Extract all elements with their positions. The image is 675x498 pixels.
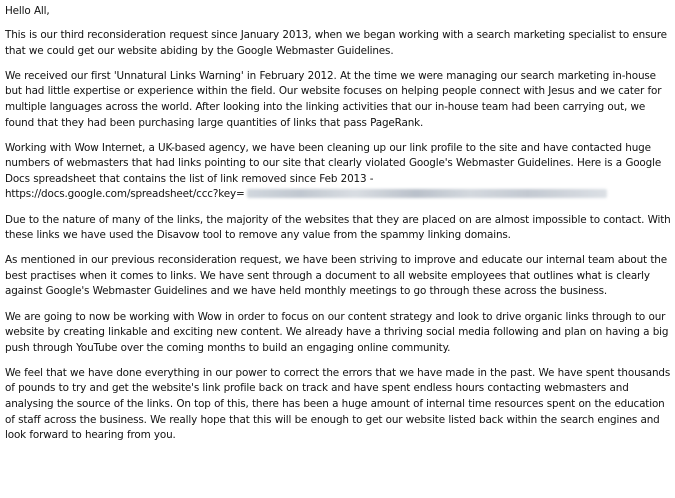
paragraph-closing: We feel that we have done everything in our power to correct the errors that we have made in the past. We have spent thousands of pounds to try and get the website's link profile back on track and have spent endless hours contacting webmasters and analysing the source of the links. On top of this, there has been a huge amount of internal time resources spent on the education of staff across the business. We really hope that this will be enough to get our website listed back within the search engines and look forward to hearing from you. — [5, 366, 671, 442]
paragraph-history: We received our first 'Unnatural Links Warning' in February 2012. At the time we were managing our search marketing in-house but had little expertise or experience within the field. Our website focuses on helping people connect with Jesus and we cater for multiple languages across the world. After looking into the linking activities that our in-house team had been carrying out, we found that they had been purchasing large quantities of links that pass PageRank. — [5, 69, 662, 129]
paragraph-intro: This is our third reconsideration request since January 2013, when we began working with a search marketing specialist to ensure that we could get our website abiding by the Google Webmaster Guidelines. — [5, 29, 667, 57]
paragraph-cleanup — [5, 141, 671, 203]
redacted-key-blur — [247, 189, 607, 198]
spreadsheet-link-line — [5, 187, 671, 203]
paragraph-education: As mentioned in our previous reconsideration request, we have been striving to improve and educate our internal team about the best practises when it comes to links. We have sent through a document to all website employees that outlines what is clearly against Google's Webmaster Guidelines and we have held monthly meetings to go through these across the business. — [5, 254, 667, 298]
reconsideration-letter — [5, 4, 671, 453]
paragraph-cleanup-text: Working with Wow Internet, a UK-based agency, we have been cleaning up our link profile to the site and have contacted huge numbers of webmasters that had links pointing to our site that clearly violated Google's Webmaster Guidelines. Here is a Google Docs spreadsheet that contains the list of link removed since Feb 2013 - — [5, 141, 662, 185]
spreadsheet-link[interactable]: https://docs.google.com/spreadsheet/ccc?key= — [5, 188, 245, 201]
paragraph-content-strategy: We are going to now be working with Wow in order to focus on our content strategy and look to drive organic links through to our website by creating linkable and exciting new content. We already have a thriving social media following and plan on having a big push through YouTube over the coming months to build an engaging online community. — [5, 310, 669, 354]
letter-greeting: Hello All, — [5, 5, 50, 17]
paragraph-disavow: Due to the nature of many of the links, the majority of the websites that they are placed on are almost impossible to contact. With these links we have used the Disavow tool to remove any value from the spammy linking domains. — [5, 213, 671, 242]
